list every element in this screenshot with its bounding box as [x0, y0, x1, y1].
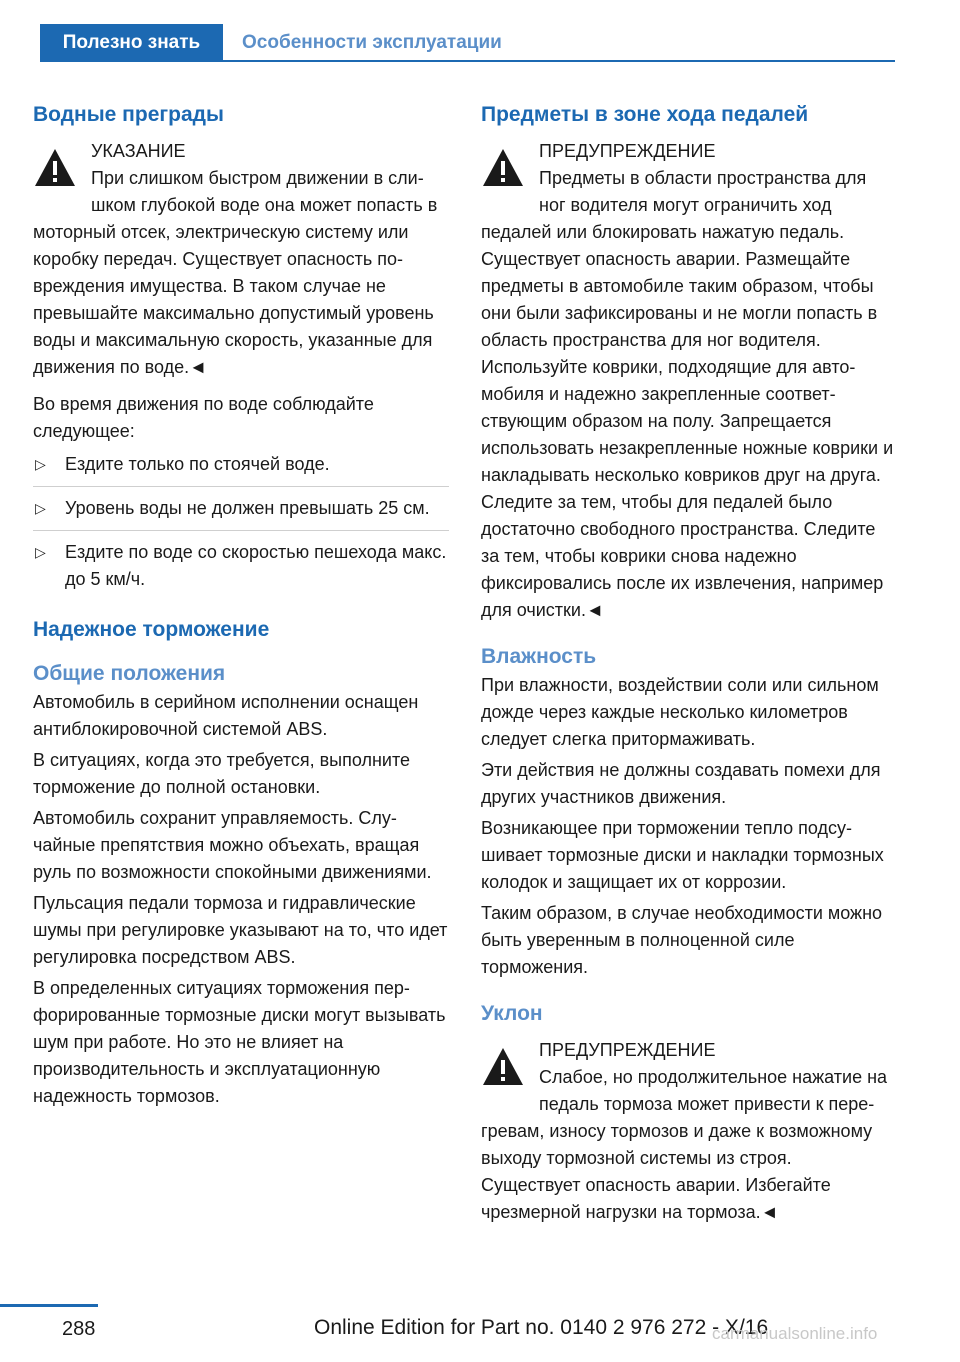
humidity-heading: Влажность: [481, 645, 597, 668]
list-item: ▷ Ездите только по стоячей воде.: [33, 451, 449, 487]
paragraph: В ситуациях, когда это требуется, выполните торможение до полной остановки.: [33, 750, 411, 797]
paragraph: Таким образом, в случае необходимости можно быть уверенным в полноценной силе торможения.: [481, 903, 883, 977]
warning-triangle-icon: [33, 146, 77, 190]
bullet-triangle-icon: ▷: [35, 456, 46, 472]
paragraph: Пульсация педали тормоза и гидравлические шумы при регулировке указывают на то, что идет регулировка посредством ABS.: [33, 893, 448, 967]
paragraph: Автомобиль в серийном исполнении оснащен антиблокировочной системой ABS.: [33, 692, 419, 739]
paragraph: Эти действия не должны создавать помехи для других участников движения.: [481, 760, 881, 807]
water-warning-text: При слишком быстром движении в слишком глубокой воде она может попасть в моторный отсек, электрическую систему или коробку передач. Существует опасность повреждения имущества. В таком случае не превышайте максимально допустимый уровень воды и максимальную скорость, указанные для движения по воде.◄: [33, 168, 438, 377]
paragraph: В определенных ситуациях торможения перфорированные тормозные диски могут вызывать шум при работе. Но это не влияет на производительность и эксплуатационную надежность тормозов.: [33, 978, 446, 1106]
reliable-braking-heading: Надежное торможение: [33, 618, 270, 641]
water-intro: Во время движения по воде соблюдайте следующее:: [33, 394, 374, 441]
pedal-warning-text: Предметы в области пространства для ног водителя могут ограничить ход педалей или блокировать нажатую педаль. Существует опасность аварии. Размещайте предметы в автомобиле таким образом, чтобы они были зафиксированы и не могли попасть в область пространства для ног водителя. Используйте коврики, подходящие для автомобиля и надежно закрепленные соответствующим образом на полу. Запрещается использовать незакрепленные ножные коврики и накладывать несколько ковриков друг на друга. Следите за тем, чтобы для педалей было достаточно свободного пространства. Следите за тем, чтобы коврики снова надежно фиксировались после их извлечения, например для очистки.◄: [481, 168, 894, 620]
header-rule: [40, 60, 895, 62]
edition-note: Online Edition for Part no. 0140 2 976 272 - X/16: [314, 1316, 769, 1339]
pedal-warning-box: [481, 138, 895, 624]
list-item: ▷ Уровень воды не должен превышать 25 см.: [33, 495, 449, 531]
slope-warning-text: Слабое, но продолжительное нажатие на педаль тормоза может привести к перегревам, износу тормозов и даже к возможному выходу тормозной системы из строя. Существует опасность аварии. Избегайте чрезмерной нагрузки на тормоза.◄: [481, 1067, 888, 1222]
paragraph: Возникающее при торможении тепло подсушивает тормозные диски и накладки тормозных колодок и защищает их от коррозии.: [481, 818, 884, 892]
water-warning-box: [33, 138, 449, 381]
section-tab[interactable]: Особенности эксплуатации: [242, 32, 502, 53]
slope-heading: Уклон: [481, 1002, 543, 1025]
chapter-tab-active[interactable]: Полезно знать: [40, 24, 223, 62]
left-column: [33, 100, 449, 1110]
slope-warning-label: ПРЕДУПРЕЖДЕНИЕ: [539, 1040, 716, 1060]
pedal-warning-label: ПРЕДУПРЕЖДЕНИЕ: [539, 141, 716, 161]
right-column: [481, 100, 895, 1226]
bullet-triangle-icon: ▷: [35, 544, 46, 560]
watermark: carmanualsonline.info: [712, 1324, 878, 1343]
paragraph: При влажности, воздействии соли или сильном дожде через каждые несколько километров следует слегка притормаживать.: [481, 675, 879, 749]
water-obstacles-heading: Водные преграды: [33, 103, 224, 126]
bullet-triangle-icon: ▷: [35, 500, 46, 516]
footer-rule: [0, 1304, 98, 1307]
warning-triangle-icon: [481, 1045, 525, 1089]
water-warning-label: УКАЗАНИЕ: [91, 141, 186, 161]
warning-triangle-icon: [481, 146, 525, 190]
page-header: [0, 0, 960, 62]
water-rules-list: [33, 451, 449, 601]
list-item: ▷ Ездите по воде со скоростью пешехода макс. до 5 км/ч.: [33, 539, 449, 601]
page-number: 288: [62, 1318, 96, 1340]
slope-warning-box: [481, 1037, 895, 1226]
general-provisions-heading: Общие положения: [33, 662, 226, 685]
paragraph: Автомобиль сохранит управляемость. Случайные препятствия можно объехать, вращая руль по возможности спокойными движениями.: [33, 808, 432, 882]
pedal-objects-heading: Предметы в зоне хода педалей: [481, 103, 809, 126]
